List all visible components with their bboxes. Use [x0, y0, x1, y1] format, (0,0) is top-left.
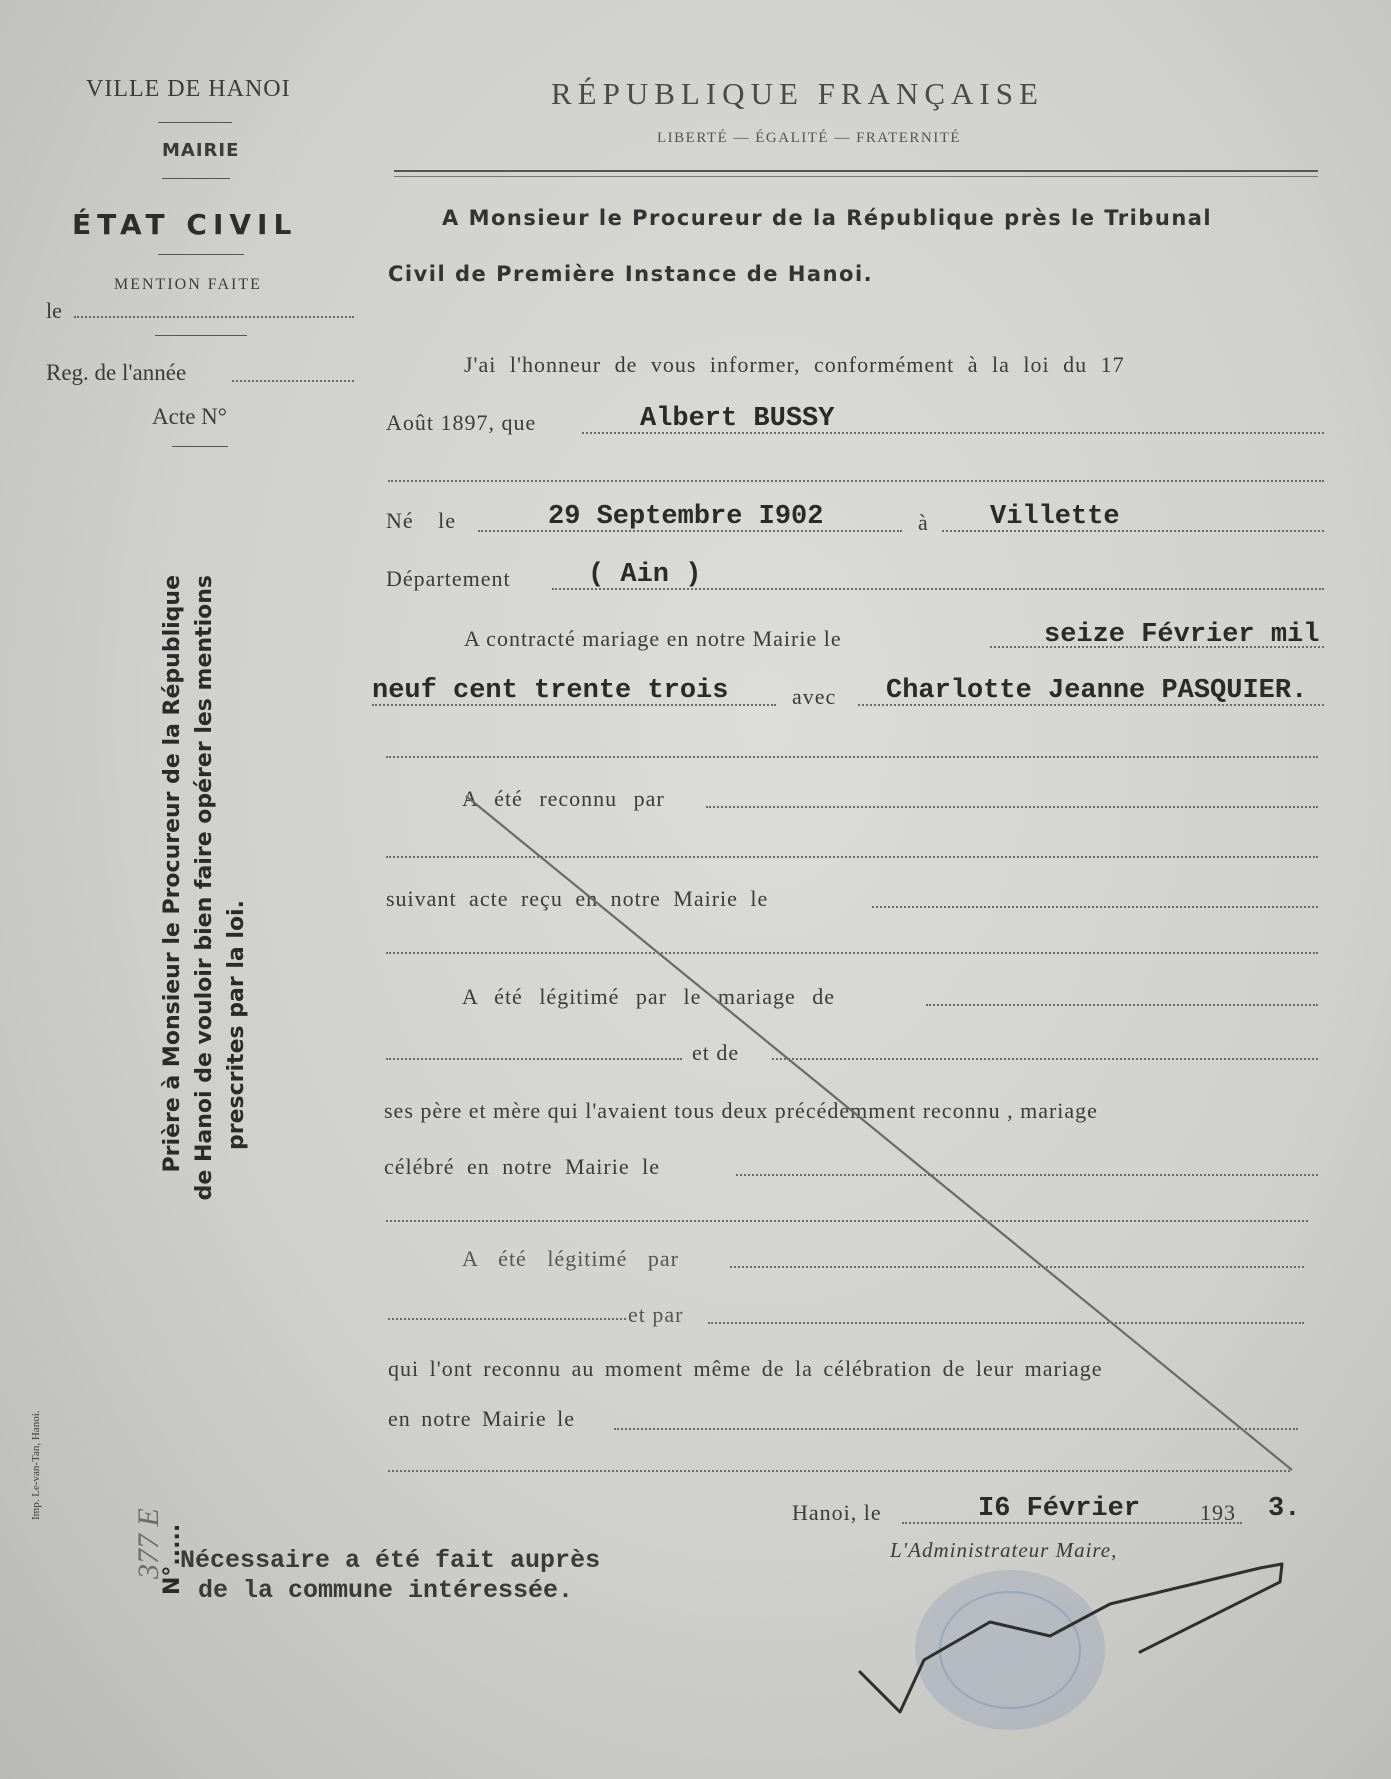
reg-label: Reg. de l'année: [46, 360, 187, 385]
place-label: Hanoi, le: [792, 1500, 882, 1525]
a-label: à: [918, 510, 929, 535]
peres-label: ses père et mère qui l'avaient tous deux précédemment reconnu , mariage: [384, 1098, 1098, 1123]
en-notre-label: en notre Mairie le: [388, 1406, 575, 1431]
le-label: le: [46, 298, 62, 323]
suivant-label: suivant acte reçu en notre Mairie le: [386, 886, 769, 911]
filled-signed-date: I6 Février: [978, 1494, 1141, 1524]
seal-and-signature: [840, 1530, 1340, 1750]
addressee-line-1: A Monsieur le Procureur de la République près le Tribunal: [442, 206, 1213, 230]
vertical-line-2: de Hanoi de vouloir bien faire opérer les mentions: [192, 575, 217, 1201]
avec-label: avec: [792, 684, 837, 709]
addressee-line-2: Civil de Première Instance de Hanoi.: [388, 262, 874, 286]
handwritten-number: 377 E: [132, 1508, 165, 1579]
filled-spouse: Charlotte Jeanne PASQUIER.: [886, 676, 1308, 706]
note-line-2: de la commune intéressée.: [198, 1576, 574, 1605]
vertical-line-1: Prière à Monsieur le Procureur de la République: [160, 575, 185, 1173]
filled-birth-place: Villette: [990, 502, 1120, 532]
office-name: MAIRIE: [162, 140, 240, 161]
city-name: VILLE DE HANOI: [86, 76, 291, 102]
year-prefix: 193: [1200, 1500, 1236, 1525]
et-par-label: et par: [628, 1302, 684, 1327]
motto: LIBERTÉ — ÉGALITÉ — FRATERNITÉ: [657, 130, 962, 146]
filled-name: Albert BUSSY: [640, 404, 835, 434]
intro-line-1: J'ai l'honneur de vous informer, conformément à la loi du 17: [464, 352, 1125, 377]
contracte-label: A contracté mariage en notre Mairie le: [464, 626, 842, 651]
vertical-line-3: prescrites par la loi.: [224, 900, 249, 1150]
reconnu-label: A été reconnu par: [462, 786, 665, 811]
printer-credit: Imp. Le-van-Tan, Hanoi.: [30, 1410, 42, 1520]
filled-department: ( Ain ): [588, 560, 702, 590]
number-prefix: N°: [160, 1565, 185, 1595]
number-dots: .....: [160, 1523, 185, 1566]
celebre-label: célébré en notre Mairie le: [384, 1154, 660, 1179]
et-de-label: et de: [692, 1040, 740, 1065]
intro-line-2: Août 1897, que: [386, 410, 537, 435]
departement-label: Département: [386, 566, 511, 591]
acte-label: Acte N°: [152, 404, 227, 429]
legitime-2-label: A été légitimé par: [462, 1246, 679, 1271]
filled-birth-date: 29 Septembre I902: [548, 502, 824, 532]
filled-year-digit: 3.: [1268, 1494, 1301, 1524]
diagonal-stroke: [466, 796, 1292, 1470]
signatory-title: L'Administrateur Maire,: [890, 1538, 1118, 1562]
ne-label: Né le: [386, 508, 457, 533]
qui-ont-label: qui l'ont reconnu au moment même de la célébration de leur mariage: [388, 1356, 1103, 1381]
legitime-1-label: A été légitimé par le mariage de: [462, 984, 835, 1009]
note-line-1: Nécessaire a été fait auprès: [180, 1546, 601, 1575]
filled-marriage-date-2: neuf cent trente trois: [372, 676, 729, 706]
filled-marriage-date-1: seize Février mil: [1044, 620, 1320, 650]
republic-title: RÉPUBLIQUE FRANÇAISE: [551, 76, 1044, 111]
section-title: ÉTAT CIVIL: [72, 208, 298, 241]
mention-label: MENTION FAITE: [114, 276, 262, 293]
